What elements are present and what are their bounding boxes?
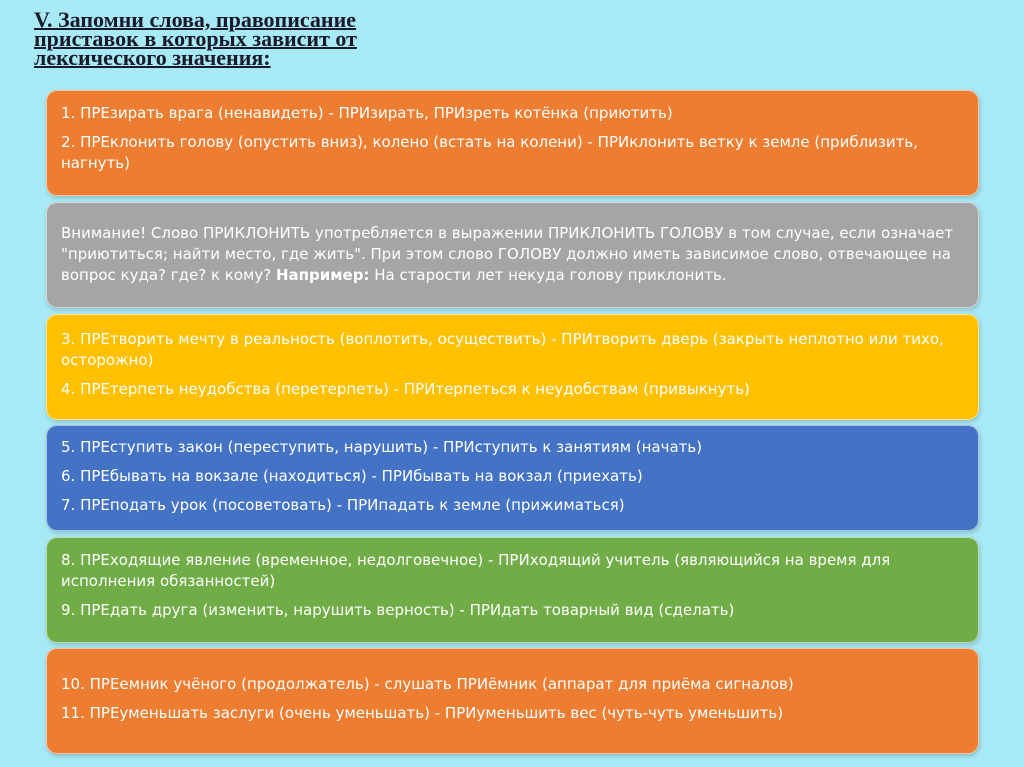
rule-item-7: 7. ПРЕподать урок (посоветовать) - ПРИпадать к земле (прижиматься) <box>61 496 625 514</box>
rule-item-8: 8. ПРЕходящие явление (временное, недолговечное) - ПРИходящий учитель (являющийся на время для исполнения обязанностей) <box>61 551 891 590</box>
rule-item-9: 9. ПРЕдать друга (изменить, нарушить верность) - ПРИдать товарный вид (сделать) <box>61 601 735 619</box>
title-line-1: V. Запомни слова, правописание <box>34 7 357 32</box>
slide-title <box>34 7 434 70</box>
rule-box-2 <box>46 314 979 420</box>
rule-item-4: 4. ПРЕтерпеть неудобства (перетерпеть) - ПРИтерпеться к неудобствам (привыкнуть) <box>61 380 750 398</box>
rule-item-10: 10. ПРЕемник учёного (продолжатель) - слушать ПРИёмник (аппарат для приёма сигналов) <box>61 675 794 693</box>
rule-item-3: 3. ПРЕтворить мечту в реальность (воплотить, осуществить) - ПРИтворить дверь (закрыть неплотно или тихо, осторожно) <box>61 330 944 369</box>
note-example-label: Например: <box>275 266 370 284</box>
rule-box-1 <box>46 90 979 196</box>
title-line-3: лексического значения: <box>34 45 271 70</box>
rule-item-5: 5. ПРЕступить закон (переступить, нарушить) - ПРИступить к занятиям (начать) <box>61 438 703 456</box>
rule-item-6: 6. ПРЕбывать на вокзале (находиться) - ПРИбывать на вокзал (приехать) <box>61 467 643 485</box>
rule-box-5 <box>46 648 979 754</box>
rule-box-4 <box>46 537 979 643</box>
rule-item-1: 1. ПРЕзирать врага (ненавидеть) - ПРИзирать, ПРИзреть котёнка (приютить) <box>61 104 673 122</box>
rule-item-11: 11. ПРЕуменьшать заслуги (очень уменьшать) - ПРИуменьшить вес (чуть-чуть уменьшить) <box>61 704 784 722</box>
note-text <box>61 223 964 286</box>
note-example-text: На старости лет некуда голову приклонить. <box>369 266 727 284</box>
note-box <box>46 202 979 308</box>
note-body: Внимание! Слово ПРИКЛОНИТЬ употребляется в выражении ПРИКЛОНИТЬ ГОЛОВУ в том случае, если означает "приютиться; найти место, где жить". При этом слово ГОЛОВУ должно иметь зависимое слово, отвечающее на вопрос куда? где? к кому? <box>61 224 954 284</box>
title-line-2: приставок в которых зависит от <box>34 26 357 51</box>
rule-box-3 <box>46 425 979 531</box>
rule-item-2: 2. ПРЕклонить голову (опустить вниз), колено (встать на колени) - ПРИклонить ветку к земле (приблизить, нагнуть) <box>61 133 918 172</box>
